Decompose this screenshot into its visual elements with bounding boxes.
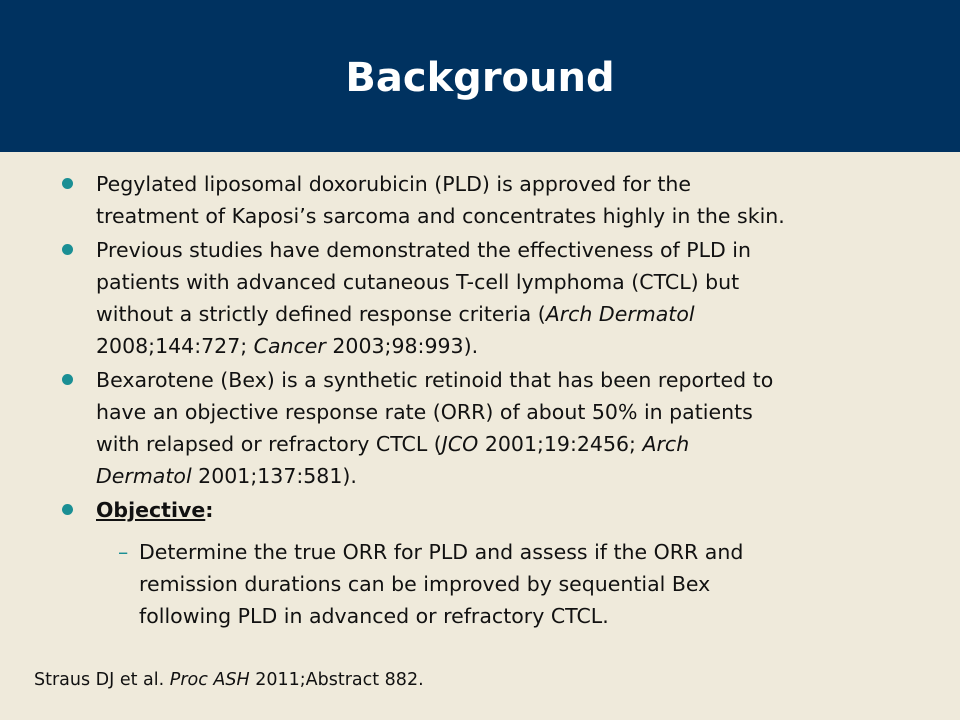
bullet-line: have an objective response rate (ORR) of about 50% in patients bbox=[96, 400, 753, 424]
bullet-dot-icon bbox=[62, 374, 73, 385]
bullet-text-segment: 2003;98:993). bbox=[325, 334, 479, 358]
bullet-line bbox=[96, 298, 916, 330]
slide-title: Background bbox=[345, 55, 615, 101]
objective-heading: Objective bbox=[96, 498, 206, 522]
journal-name: Arch bbox=[642, 432, 690, 456]
bullet-line: Pegylated liposomal doxorubicin (PLD) is approved for the bbox=[96, 172, 692, 196]
sub-bullet-text bbox=[139, 536, 919, 632]
citation-authors: Straus DJ et al. bbox=[34, 670, 170, 690]
bullet-line bbox=[96, 494, 916, 526]
bullet-text-segment: with relapsed or refractory CTCL ( bbox=[96, 432, 442, 456]
bullet-line bbox=[96, 460, 916, 492]
bullet-text-segment: 2008;144:727; bbox=[96, 334, 254, 358]
journal-name: JCO bbox=[441, 432, 479, 456]
bullet-dot-icon bbox=[62, 244, 73, 255]
journal-name: Cancer bbox=[253, 334, 326, 358]
bullet-dot-icon bbox=[62, 178, 73, 189]
bullet-text-segment: 2001;137:581). bbox=[191, 464, 357, 488]
bullet-text-segment: 2001;19:2456; bbox=[478, 432, 643, 456]
bullet-line bbox=[96, 330, 916, 362]
bullet-dot-icon bbox=[62, 504, 73, 515]
bullet-text bbox=[96, 234, 916, 362]
bullet-line: Previous studies have demonstrated the effectiveness of PLD in bbox=[96, 238, 751, 262]
bullet-text bbox=[96, 364, 916, 492]
citation-journal: Proc ASH bbox=[169, 670, 250, 690]
bullet-line: patients with advanced cutaneous T-cell lymphoma (CTCL) but bbox=[96, 270, 740, 294]
sub-bullet-line: Determine the true ORR for PLD and assess if the ORR and bbox=[139, 540, 744, 564]
bullet-line bbox=[96, 428, 916, 460]
dash-icon: – bbox=[118, 540, 129, 564]
citation-details: 2011;Abstract 882. bbox=[249, 670, 424, 690]
journal-name: Arch Dermatol bbox=[545, 302, 695, 326]
bullet-text bbox=[96, 168, 916, 232]
sub-bullet-line: following PLD in advanced or refractory CTCL. bbox=[139, 604, 609, 628]
bullet-text bbox=[96, 494, 916, 526]
bullet-text-segment: without a strictly defined response criteria ( bbox=[96, 302, 546, 326]
objective-colon: : bbox=[205, 498, 214, 522]
citation bbox=[34, 666, 424, 694]
sub-bullet-line: remission durations can be improved by sequential Bex bbox=[139, 572, 711, 596]
bullet-line: treatment of Kaposi’s sarcoma and concentrates highly in the skin. bbox=[96, 204, 785, 228]
journal-name: Dermatol bbox=[96, 464, 192, 488]
bullet-line: Bexarotene (Bex) is a synthetic retinoid that has been reported to bbox=[96, 368, 774, 392]
